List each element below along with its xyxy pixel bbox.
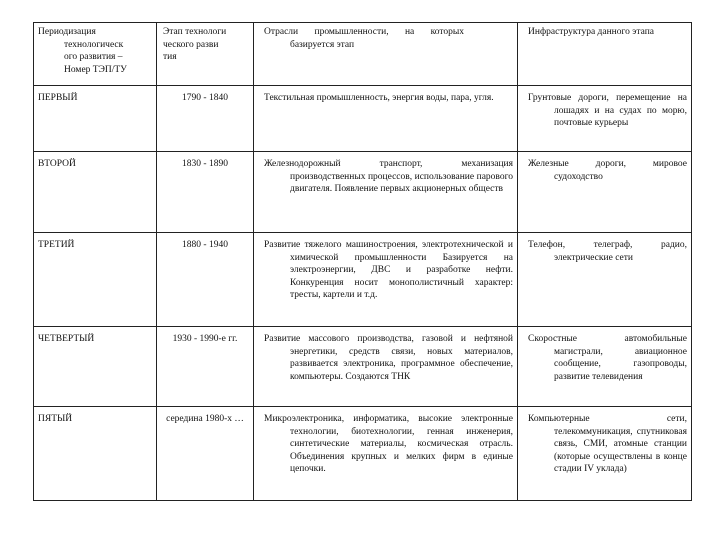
table-row bbox=[34, 327, 692, 407]
header-period-line: технологическ bbox=[64, 39, 124, 50]
stage-industry: Текстильная промышленность, энергия воды, пара, угля. bbox=[254, 86, 518, 152]
stage-name: ПЯТЫЙ bbox=[34, 407, 157, 501]
stage-industry: Микроэлектроника, информатика, высокие электронные технологии, биотехнологии, генная инженерия, синтетические материалы, космическая отрасль. Объединения крупных и мелких фирм в единые цепочки. bbox=[254, 407, 518, 501]
table-row bbox=[34, 407, 692, 501]
header-period-line: Периодизация bbox=[38, 27, 96, 37]
stage-industry: Железнодорожный транспорт, механизация производственных процессов, использование парового двигателя. Появление первых акционерных обществ bbox=[254, 152, 518, 233]
stage-infrastructure: Грунтовые дороги, перемещение на лошадях и на судах по морю, почтовые курьеры bbox=[518, 86, 692, 152]
stage-infrastructure: Компьютерные сети, телекоммуникация, спутниковая связь, СМИ, атомные станции (которые осуществлены в конце стадии IV уклада) bbox=[518, 407, 692, 501]
stage-name: ТРЕТИЙ bbox=[34, 233, 157, 327]
stage-infrastructure: Телефон, телеграф, радио, электрические сети bbox=[518, 233, 692, 327]
stage-name: ВТОРОЙ bbox=[34, 152, 157, 233]
table-row bbox=[34, 152, 692, 233]
table-row bbox=[34, 86, 692, 152]
header-industry-line: базируется этап bbox=[290, 39, 355, 50]
header-infrastructure-cell: Инфраструктура данного этапа bbox=[518, 23, 692, 86]
stage-years: 1790 - 1840 bbox=[157, 86, 254, 152]
document-page bbox=[33, 22, 691, 501]
header-period-line: ого развития – bbox=[64, 52, 123, 63]
stage-name: ПЕРВЫЙ bbox=[34, 86, 157, 152]
stage-industry: Развитие массового производства, газовой и нефтяной энергетики, средств связи, новых материалов, развивается электроника, программное обеспечение, компьютеры. Создаются ТНК bbox=[254, 327, 518, 407]
header-stage-line: тия bbox=[163, 52, 177, 63]
stage-years: середина 1980-х … bbox=[157, 407, 254, 501]
header-industry-cell bbox=[254, 23, 518, 86]
stage-years: 1880 - 1940 bbox=[157, 233, 254, 327]
table-row bbox=[34, 233, 692, 327]
header-period-line: Номер ТЭП/ТУ bbox=[64, 64, 127, 75]
stage-industry: Развитие тяжелого машиностроения, электротехнической и химической промышленности Базируется на электроэнергии, ДВС и разработке нефти. Конкуренция носит монополистичный характер: тресты, картели и т.д. bbox=[254, 233, 518, 327]
header-industry-line: Отрасли промышленности, на которых bbox=[264, 27, 465, 37]
header-period-cell bbox=[34, 23, 157, 86]
header-stage-cell bbox=[157, 23, 254, 86]
stage-years: 1830 - 1890 bbox=[157, 152, 254, 233]
stage-infrastructure: Скоростные автомобильные магистрали, авиационное сообщение, газопроводы, развитие телевидения bbox=[518, 327, 692, 407]
periodization-table bbox=[33, 22, 692, 501]
stage-infrastructure: Железные дороги, мировое судоходство bbox=[518, 152, 692, 233]
header-stage-line: ческого разви bbox=[163, 39, 219, 50]
header-stage-line: Этап технологи bbox=[163, 27, 227, 37]
stage-name: ЧЕТВЕРТЫЙ bbox=[34, 327, 157, 407]
stage-years: 1930 - 1990-е гг. bbox=[157, 327, 254, 407]
table-header-row bbox=[34, 23, 692, 86]
